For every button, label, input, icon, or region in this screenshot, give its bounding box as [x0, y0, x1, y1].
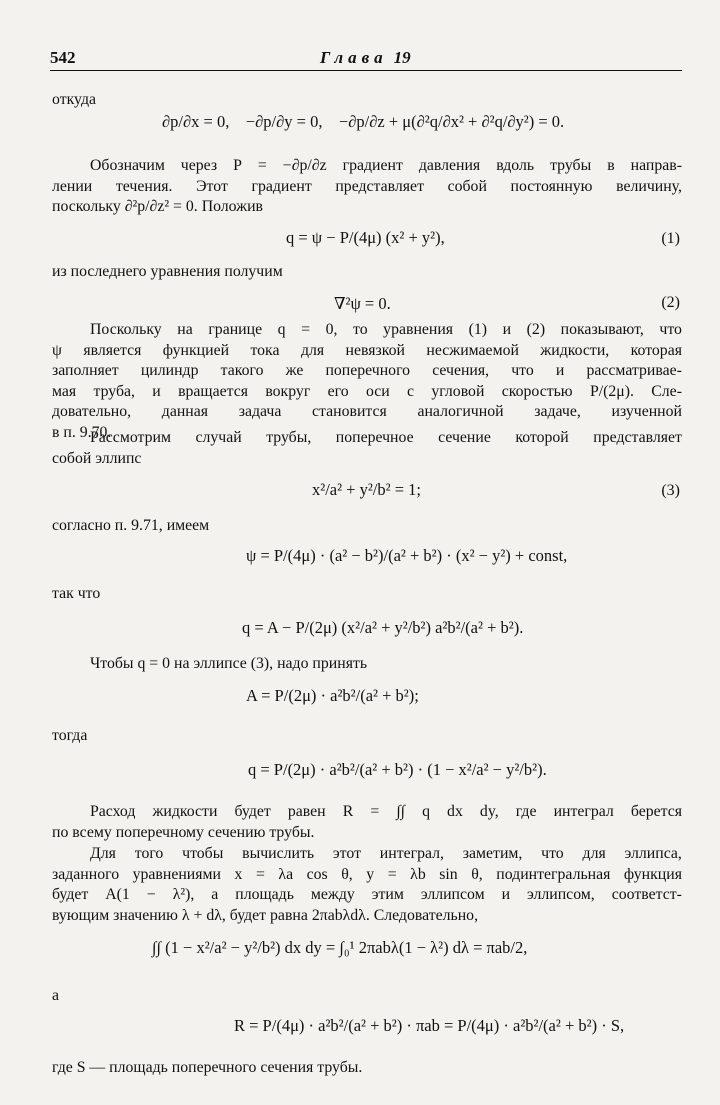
word: такого: [220, 362, 264, 380]
word: вокруг: [265, 382, 311, 400]
text-line: так что: [52, 585, 101, 602]
word: интеграл: [553, 803, 614, 820]
word: эллипсом: [420, 886, 485, 904]
chapter-number: 19: [393, 48, 411, 67]
word: а: [211, 886, 219, 904]
page-number: 542: [50, 48, 76, 67]
word: градиент: [342, 157, 403, 174]
running-header: [50, 46, 682, 71]
word: которой: [515, 429, 569, 446]
paragraph: [52, 844, 682, 926]
word: =: [301, 321, 311, 338]
word: между: [310, 886, 355, 904]
word: где: [515, 803, 537, 820]
word: (1): [468, 321, 488, 338]
word: =: [387, 865, 397, 883]
word: sin: [439, 865, 458, 883]
word: y: [366, 865, 375, 883]
word: q: [422, 803, 430, 820]
word: что: [541, 845, 564, 862]
word: эллипсом,: [527, 886, 595, 904]
word: которая: [630, 341, 682, 359]
equation-velocity: q = A − P/(2μ) (x²/a² + y²/b²) a²b²/(a² + b²).: [242, 618, 524, 637]
word: Сле-: [651, 382, 682, 400]
word: поперечное: [335, 429, 414, 446]
word: эллипса,: [624, 845, 682, 862]
word: давления: [418, 157, 481, 174]
paragraph-line: [52, 177, 682, 198]
word: (2): [526, 321, 546, 338]
equation-euler-c: −∂p/∂z + μ(∂²q/∂x² + ∂²q/∂y²) = 0.: [338, 112, 565, 131]
paragraph: [52, 156, 682, 218]
word: течения.: [115, 177, 173, 195]
word: Поскольку: [90, 321, 162, 338]
word: границе: [208, 321, 263, 338]
equation-euler-a: ∂p/∂x = 0,: [162, 112, 230, 131]
paragraph-line: [52, 844, 682, 865]
paragraph-line: [52, 402, 682, 423]
word: λa: [278, 865, 294, 883]
word: что: [659, 321, 682, 338]
word: A(1: [105, 886, 130, 904]
equation-integral: ∫∫ (1 − x²/a² − y²/b²) dx dy = ∫₀¹ 2πabλ(1 − λ²) dλ = πab/2,: [152, 938, 528, 957]
word: Расход: [90, 803, 136, 820]
word: случай: [195, 429, 242, 446]
paragraph-line: [52, 320, 682, 341]
word: вращается: [178, 382, 248, 400]
word: является: [83, 341, 142, 359]
text-line: из последнего уравнения получим: [52, 263, 283, 280]
word: тока: [250, 341, 280, 359]
equation-flow-rate: R = P/(4μ) · a²b²/(a² + b²) · πab = P/(4μ) · a²b²/(a² + b²) · S,: [234, 1016, 625, 1035]
text-line: откуда: [52, 91, 96, 108]
word: 0,: [325, 321, 338, 338]
paragraph-line: [52, 156, 682, 177]
word: представляет: [335, 177, 424, 195]
word: угловой: [431, 382, 485, 400]
word: θ,: [341, 865, 353, 883]
paragraph-line: [52, 361, 682, 382]
text-line: тогда: [52, 727, 88, 744]
word: будет: [234, 803, 271, 820]
paragraph: [52, 428, 682, 469]
word: трубы,: [266, 429, 312, 446]
word: того: [134, 845, 164, 862]
word: жидкости: [152, 803, 218, 820]
paragraph: [52, 320, 682, 444]
equation-number: (3): [661, 482, 680, 499]
word: труба,: [93, 382, 135, 400]
word: и: [555, 362, 565, 380]
word: задаче,: [534, 403, 581, 421]
word: в: [607, 157, 615, 174]
word: изученной: [611, 403, 682, 421]
word: интеграл,: [379, 845, 444, 862]
equation-euler: [162, 112, 564, 132]
word: аналогичной: [417, 403, 504, 421]
word: =: [370, 803, 380, 820]
word: и: [501, 886, 511, 904]
paragraph-line: [52, 382, 682, 403]
equation-velocity-final: q = P/(2μ) · a²b²/(a² + b²) · (1 − x²/a² − y²/b²).: [248, 760, 547, 779]
word: dx: [447, 803, 463, 820]
paragraph-line: поскольку ∂²p/∂z² = 0. Положив: [52, 198, 264, 216]
word: Для: [90, 845, 116, 862]
word: несжимаемой: [426, 341, 519, 359]
word: заданного: [52, 865, 120, 883]
word: величину,: [616, 177, 682, 195]
word: вдоль: [496, 157, 535, 174]
word: на: [177, 321, 193, 338]
word: трубы: [550, 157, 592, 174]
word: мая: [52, 382, 77, 400]
word: лении: [52, 177, 93, 195]
text-line: Чтобы q = 0 на эллипсе (3), надо принять: [90, 655, 368, 672]
word: жидкости,: [540, 341, 610, 359]
word: становится: [312, 403, 387, 421]
word: −: [146, 886, 156, 904]
word: вычислить: [242, 845, 315, 862]
word: заполняет: [52, 362, 119, 380]
word: ∫∫: [396, 803, 405, 820]
paragraph-line: [52, 802, 682, 823]
word: что: [511, 362, 534, 380]
word: x: [234, 865, 243, 883]
word: λb: [410, 865, 426, 883]
word: заметим,: [462, 845, 523, 862]
word: λ²),: [172, 886, 195, 904]
word: для: [300, 341, 325, 359]
word: оси: [365, 382, 390, 400]
word: сечения,: [432, 362, 490, 380]
word: для: [582, 845, 606, 862]
word: функция: [623, 865, 682, 883]
word: с: [407, 382, 415, 400]
word: этим: [371, 886, 404, 904]
word: показывают,: [560, 321, 644, 338]
equation-euler-b: −∂p/∂y = 0,: [245, 112, 323, 131]
word: собой: [447, 177, 487, 195]
word: представляет: [593, 429, 682, 446]
word: задача: [238, 403, 282, 421]
equation-number: (1): [661, 230, 680, 247]
word: dy,: [479, 803, 499, 820]
word: P: [233, 157, 242, 174]
word: же: [285, 362, 304, 380]
word: рассматривае-: [586, 362, 682, 380]
word: R: [342, 803, 354, 820]
paragraph: [52, 802, 682, 843]
word: сечение: [438, 429, 491, 446]
paragraph-line: [52, 865, 682, 886]
chapter-heading: [320, 48, 411, 68]
equation-number: (2): [661, 294, 680, 311]
paragraph-line: вующим значению λ + dλ, будет равна 2πabλdλ. Следовательно,: [52, 906, 479, 924]
word: Обозначим: [90, 157, 165, 174]
word: направ-: [630, 157, 682, 174]
word: =: [255, 865, 265, 883]
word: то: [353, 321, 368, 338]
word: невязкой: [345, 341, 405, 359]
word: через: [180, 157, 218, 174]
word: уравнения: [383, 321, 454, 338]
paragraph-line: собой эллипс: [52, 449, 142, 467]
paragraph-line: в п. 9.70.: [52, 423, 112, 441]
word: Этот: [196, 177, 228, 195]
word: q: [277, 321, 286, 338]
paragraph-line: [52, 885, 682, 906]
word: берется: [630, 803, 682, 820]
paragraph-line: [52, 341, 682, 362]
word: уравнениями: [132, 865, 221, 883]
text-line: а: [52, 987, 60, 1004]
word: поперечного: [325, 362, 411, 380]
word: θ,: [471, 865, 483, 883]
text-line: согласно п. 9.71, имеем: [52, 517, 210, 534]
word: =: [257, 157, 267, 174]
word: данная: [161, 403, 209, 421]
word: Рассмотрим: [90, 429, 171, 446]
word: соответст-: [611, 886, 682, 904]
word: P/(2μ).: [589, 382, 634, 400]
word: функцией: [162, 341, 230, 359]
word: и: [152, 382, 161, 400]
chapter-word: Глава: [320, 48, 388, 67]
word: этот: [332, 845, 361, 862]
word: −∂p/∂z: [282, 157, 327, 174]
paragraph-line: по всему поперечному сечению трубы.: [52, 823, 315, 841]
word: его: [327, 382, 349, 400]
text-line: где S — площадь поперечного сечения трубы.: [52, 1059, 363, 1076]
word: чтобы: [182, 845, 224, 862]
word: подинтегральная: [496, 865, 611, 883]
word: градиент: [251, 177, 312, 195]
word: ψ: [52, 341, 62, 359]
word: будет: [52, 886, 89, 904]
equation-1: q = ψ − P/(4μ) (x² + y²),: [286, 228, 445, 247]
equation-2: ∇²ψ = 0.: [334, 294, 391, 313]
paragraph-line: [52, 428, 682, 449]
word: цилиндр: [140, 362, 199, 380]
word: и: [502, 321, 512, 338]
equation-3: x²/a² + y²/b² = 1;: [312, 480, 421, 499]
word: постоянную: [510, 177, 593, 195]
word: cos: [306, 865, 328, 883]
word: скоростью: [501, 382, 573, 400]
word: довательно,: [52, 403, 132, 421]
word: равен: [287, 803, 326, 820]
equation-constant-a: A = P/(2μ) · a²b²/(a² + b²);: [246, 686, 419, 705]
equation-stream-function: ψ = P/(4μ) · (a² − b²)/(a² + b²) · (x² − y²) + const,: [246, 546, 568, 565]
word: площадь: [235, 886, 294, 904]
